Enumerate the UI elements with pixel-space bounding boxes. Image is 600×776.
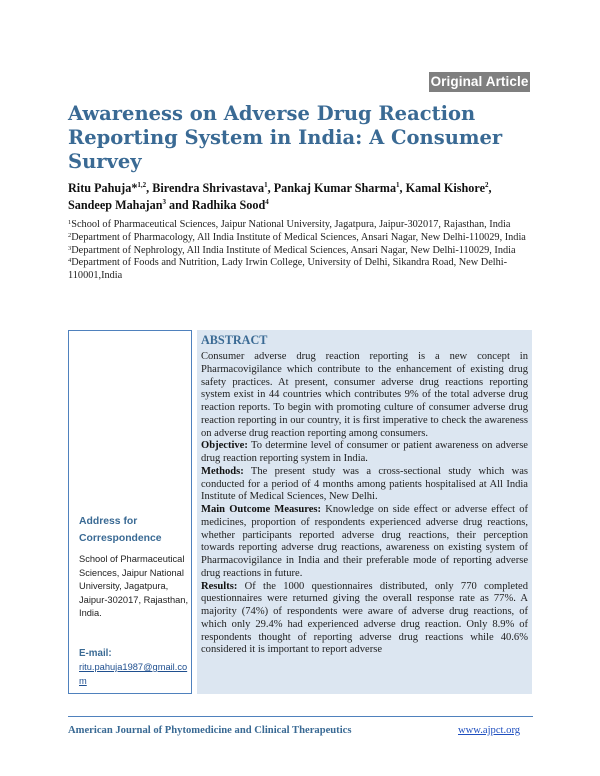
abstract-results: Results: Of the 1000 questionnaires distributed, only 770 completed questionnaires were returned giving the overall response rate as 77%. A majority (74%) of respondents were aware of adverse drug reactions, of which only 29.4% had experienced adverse drug reaction. Only 8.9% of respondents thought of reporting adverse drug reactions while 40.6% considered it is important to report adverse: [201, 580, 528, 656]
email-label: E-mail:: [79, 648, 112, 659]
footer-divider: [68, 716, 533, 717]
abstract-heading: ABSTRACT: [201, 333, 268, 347]
author-affil-sup: 4: [265, 198, 269, 206]
correspondence-address: School of Pharmaceutical Sciences, Jaipur National University, Jagatpura, Jaipur-302017, Rajasthan, India.: [79, 554, 189, 619]
abstract-objective: Objective: To determine level of consumer or patient awareness on adverse drug reaction reporting system in India.: [201, 440, 528, 464]
author-affil-sup: 2: [484, 181, 489, 189]
journal-name: American Journal of Phytomedicine and Clinical Therapeutics: [68, 725, 352, 736]
email-link[interactable]: ritu.pahuja1987@gmail.com: [79, 662, 188, 686]
author-name: Radhika Sood: [191, 198, 266, 212]
affiliation-item: $^3$Department of Nephrology, All India Institute of Medical Sciences, Ansari Nagar, New Delhi-110029, India: [68, 244, 516, 256]
author-name: Kamal Kishore: [405, 181, 485, 195]
author-affil-sup: 1: [264, 181, 268, 189]
abstract-methods: Methods: The present study was a cross-sectional study which was conducted for a period of 4 months among patients hospitalised at All India Institute of Medical Sciences, New Delhi.: [201, 465, 528, 503]
article-type-badge: Original Article: [429, 72, 530, 92]
correspondence-sidebar: [68, 330, 192, 694]
article-title: Awareness on Adverse Drug Reaction Reporting System in India: A Consumer Survey: [68, 102, 503, 173]
correspondence-heading: Address for Correspondence: [79, 516, 162, 544]
abstract-outcome: Main Outcome Measures: Knowledge on side effect or adverse effect of medicines, proportion of respondents experienced adverse drug reactions, whether participants reported adverse drug reactions, their perception towards reporting adverse drug reactions, awareness on existing system of Pharmacovigilance in India and their preferable mode of reporting adverse drug reactions in future.: [201, 504, 529, 579]
author-name: Ritu Pahuja*: [68, 181, 138, 195]
author-name: Birendra Shrivastava: [152, 181, 265, 195]
abstract-intro: Consumer adverse drug reaction reporting is a new concept in Pharmacovigilance which contribute to the enhancement of existing drug safety practices. At present, consumer adverse drug reactions reporting system exist in 44 countries which contributes 9% of the total adverse drug reaction reports. To begin with promoting culture of consumer adverse drug reaction reporting in our country, it is first imperative to check the awareness on adverse drug reaction reporting among consumers.: [201, 351, 528, 439]
author-name: Pankaj Kumar Sharma: [273, 181, 397, 195]
abstract-body: [201, 351, 528, 657]
author-affil-sup: 1,2: [137, 181, 147, 189]
author-name: Sandeep Mahajan: [68, 198, 163, 212]
affiliations: [68, 219, 534, 283]
affiliation-item: $^4$Department of Foods and Nutrition, Lady Irwin College, University of Delhi, Sikandra Road, New Delhi-110001,India: [68, 257, 508, 282]
abstract-box: [197, 330, 532, 694]
author-affil-sup: 1: [396, 181, 400, 189]
author-list: Ritu Pahuja*$^{1,2}$, Birendra Shrivastava$^1$, Pankaj Kumar Sharma$^1$, Kamal Kishore$^2$, Sandeep Mahajan$^3$ and Radhika Sood$^4$: [68, 181, 492, 212]
affiliation-item: $^1$School of Pharmaceutical Sciences, Jaipur National University, Jagatpura, Jaipur-302017, Rajasthan, India: [68, 219, 511, 230]
affiliation-item: $^2$Department of Pharmacology, All India Institute of Medical Sciences, Ansari Nagar, New Delhi-110029, India: [68, 231, 526, 243]
author-affil-sup: 3: [162, 198, 166, 206]
journal-website-link[interactable]: www.ajpct.org: [458, 725, 521, 736]
